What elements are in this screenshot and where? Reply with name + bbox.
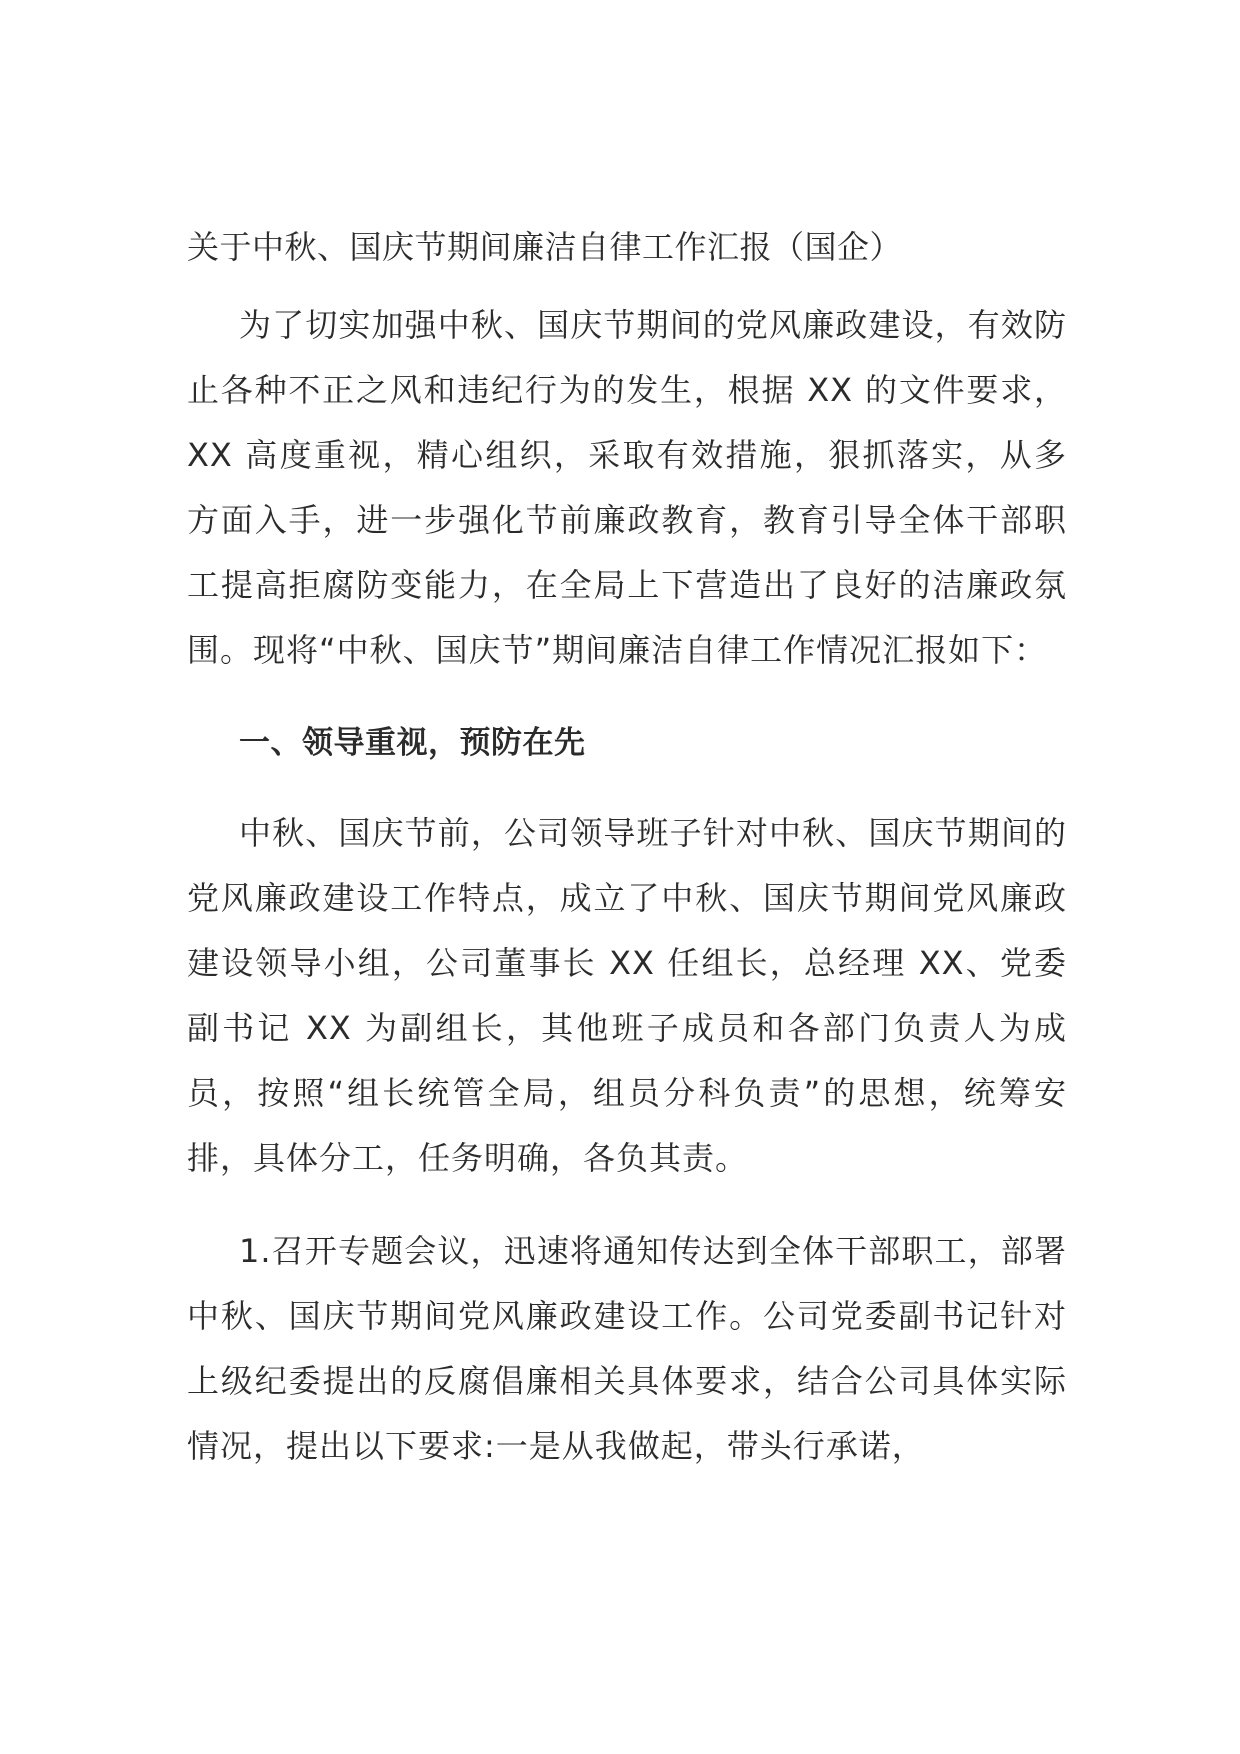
intro-paragraph: 为了切实加强中秋、国庆节期间的党风廉政建设，有效防止各种不正之风和违纪行为的发生，根据 XX 的文件要求，XX 高度重视，精心组织，采取有效措施，狠抓落实，从多方面入手，进一步强化节前廉政教育，教育引导全体干部职工提高拒腐防变能力，在全局上下营造出了良好的洁廉政氛围。现将“中秋、国庆节”期间廉洁自律工作情况汇报如下： [187, 306, 1067, 669]
section-paragraph: 中秋、国庆节前，公司领导班子针对中秋、国庆节期间的党风廉政建设工作特点，成立了中秋、国庆节期间党风廉政建设领导小组，公司董事长 XX 任组长，总经理 XX、党委副书记 XX 为副组长，其他班子成员和各部门负责人为成员，按照“组长统管全局，组员分科负责”的思想，统筹安排，具体分工，任务明确，各负其责。 [187, 814, 1067, 1177]
document-title: 关于中秋、国庆节期间廉洁自律工作汇报（国企） [187, 228, 903, 266]
document-body [187, 215, 1067, 1507]
section-paragraph: 1.召开专题会议，迅速将通知传达到全体干部职工，部署中秋、国庆节期间党风廉政建设工作。公司党委副书记针对上级纪委提出的反腐倡廉相关具体要求，结合公司具体实际情况，提出以下要求:一是从我做起，带头行承诺， [187, 1232, 1067, 1465]
section-heading: 一、领导重视，预防在先 [239, 725, 586, 761]
